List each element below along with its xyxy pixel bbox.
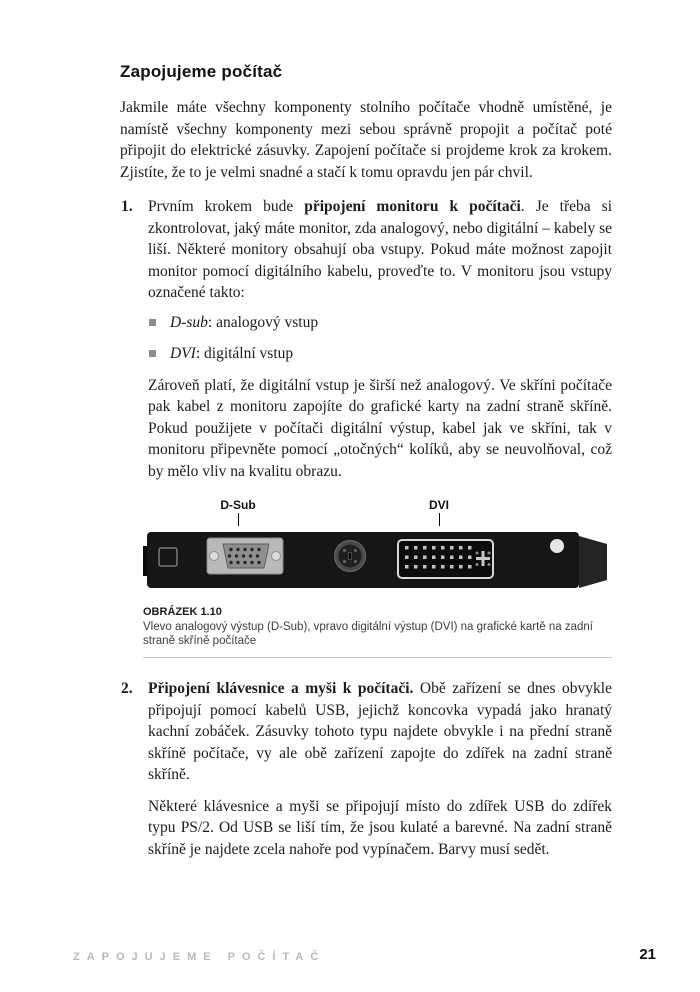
step-2-paragraph bbox=[148, 678, 612, 786]
figure-caption-text: Vlevo analogový výstup (D-Sub), vpravo digitální výstup (DVI) na grafické kartě na zadní straně skříně počítače bbox=[143, 621, 593, 647]
bullet-desc: : digitální vstup bbox=[195, 345, 294, 362]
figure-graphics-card bbox=[143, 498, 612, 598]
bullet-item-dvi bbox=[148, 343, 612, 365]
step-1-rest: . Je třeba si zkontrolovat, jaký máte monitor, zda analogový, nebo digitální – kabely se liší. Některé monitory obsahují oba vstupy. Pokud máte možnost zapojit monitor pomocí digitálního kabelu, proveďte to. V monitoru jsou vstupy označené takto: bbox=[148, 198, 613, 301]
screw-hole bbox=[550, 539, 564, 553]
dvi-connector bbox=[398, 540, 493, 578]
page-number: 21 bbox=[639, 946, 656, 963]
dvi-leader-line bbox=[439, 513, 440, 526]
dsub-label: D-Sub bbox=[220, 498, 256, 512]
dvi-label: DVI bbox=[428, 498, 450, 512]
bullet-square-icon bbox=[149, 319, 156, 326]
figure-caption-label: OBRÁZEK 1.10 bbox=[143, 606, 222, 618]
bullet-term: D-sub bbox=[170, 313, 208, 331]
bullet-term: DVI bbox=[170, 345, 196, 362]
step-1-lead: Prvním krokem bude bbox=[148, 198, 305, 215]
bullet-item-dsub bbox=[148, 312, 612, 334]
step-1-paragraph-2: Zároveň platí, že digitální vstup je širší než analogový. Ve skříni počítače pak kabel z monitoru zapojíte do grafické karty na zadní straně skříně. Pokud použijete v počítači digitální výstup, kabel jak ve skříni, tak v monitoru připevněte pomocí „otočných“ kolíků, aby se neuvolňoval, což by mělo vliv na kvalitu obrazu. bbox=[148, 376, 612, 480]
step-2-number: 2. bbox=[121, 680, 133, 697]
figure-caption bbox=[143, 606, 612, 648]
bullet-text bbox=[170, 343, 612, 365]
bullet-square-icon bbox=[149, 350, 156, 357]
bracket-right-tab bbox=[579, 536, 607, 588]
intro-paragraph: Jakmile máte všechny komponenty stolního počítače vhodně umístěné, je namístě všechny komponenty mezi sebou správně propojit a počítač poté připojit do elektrické zásuvky. Zapojení počítače si projdeme krok za krokem. Zjistíte, že to je velmi snadné a stačí k tomu opravdu jen pár chvil. bbox=[120, 99, 612, 181]
step-2-rest: Obě zařízení se dnes obvykle připojují pomocí kabelů USB, jejichž koncovka vypadá jako hranatý kachní zobáček. Zásuvky tohoto typu najdete obvykle i na přední straně skříně počítače, vy ale obě zařízení zapojte do zdířek na zadní straně skříně. bbox=[148, 680, 612, 783]
bullet-text bbox=[170, 312, 612, 334]
step-2-paragraph-2: Některé klávesnice a myši se připojují místo do zdířek USB do zdířek typu PS/2. Od USB se liší tím, že jsou kulaté a barevné. Na zadní straně skříně je najdete zcela nahoře pod vypínačem. Barvy musí sedět. bbox=[148, 797, 612, 858]
dsub-leader-line bbox=[238, 513, 239, 526]
step-1-bold-phrase: připojení monitoru k počítači bbox=[304, 198, 521, 215]
caption-divider bbox=[143, 657, 612, 658]
bullet-desc: : analogový vstup bbox=[207, 313, 319, 331]
step-2-bold-phrase: Připojení klávesnice a myši k počítači. bbox=[148, 680, 414, 697]
step-2 bbox=[120, 678, 612, 860]
step-1-number: 1. bbox=[121, 198, 133, 215]
step-1 bbox=[120, 196, 612, 482]
running-footer-title: ZAPOJUJEME POČÍTAČ bbox=[73, 951, 326, 963]
step-1-paragraph bbox=[148, 196, 612, 304]
page-title: Zapojujeme počítač bbox=[120, 62, 283, 81]
graphics-card-bracket-image bbox=[143, 526, 612, 598]
svideo-connector bbox=[335, 541, 366, 572]
dsub-connector bbox=[207, 538, 283, 574]
